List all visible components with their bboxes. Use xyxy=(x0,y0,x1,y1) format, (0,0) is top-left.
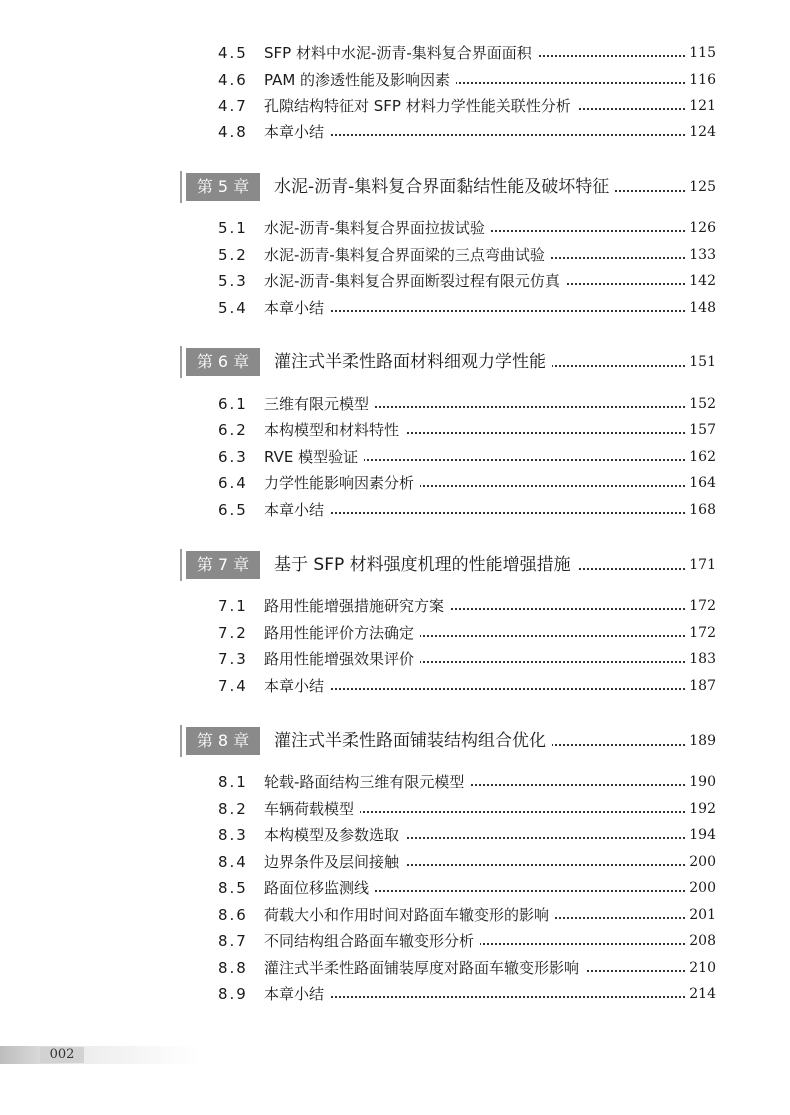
section-title: 不同结构组合路面车辙变形分析 xyxy=(264,928,480,954)
toc-entry-5-2[interactable] xyxy=(0,242,790,268)
section-number: 8.4 xyxy=(218,853,248,871)
toc-entry-8-3[interactable] xyxy=(0,822,790,848)
chapter-title: 水泥-沥青-集料复合界面黏结性能及破坏特征 xyxy=(274,171,615,203)
toc-entry-8-2[interactable] xyxy=(0,796,790,822)
toc-entry-6-1[interactable] xyxy=(0,391,790,417)
section-number: 7.4 xyxy=(218,677,248,695)
leader-dots xyxy=(300,512,692,514)
chapter-marker-bar xyxy=(180,725,182,757)
section-number: 5.4 xyxy=(218,299,248,317)
section-title: 水泥-沥青-集料复合界面梁的三点弯曲试验 xyxy=(264,242,551,268)
section-title: 荷载大小和作用时间对路面车辙变形的影响 xyxy=(264,902,555,928)
section-number: 5.3 xyxy=(218,272,248,290)
page-number: 200 xyxy=(685,849,716,875)
chapter-heading-7[interactable] xyxy=(0,549,790,581)
chapter-label: 第 8 章 xyxy=(186,727,260,755)
section-title: SFP 材料中水泥-沥青-集料复合界面面积 xyxy=(264,40,538,66)
section-number: 6.4 xyxy=(218,474,248,492)
section-number: 5.1 xyxy=(218,219,248,237)
section-title: 水泥-沥青-集料复合界面拉拔试验 xyxy=(264,215,491,241)
section-title: 水泥-沥青-集料复合界面断裂过程有限元仿真 xyxy=(264,268,566,294)
page-number: 148 xyxy=(685,295,716,321)
page-number: 151 xyxy=(685,346,716,378)
toc-entry-5-1[interactable] xyxy=(0,215,790,241)
section-number: 4.8 xyxy=(218,123,248,141)
section-title: 路用性能增强效果评价 xyxy=(264,646,420,672)
section-title: 孔隙结构特征对 SFP 材料力学性能关联性分析 xyxy=(264,93,577,119)
section-number: 7.3 xyxy=(218,650,248,668)
chapter-marker-bar xyxy=(180,171,182,203)
leader-dots xyxy=(300,310,692,312)
toc-entry-8-1[interactable] xyxy=(0,769,790,795)
toc-entry-5-4[interactable] xyxy=(0,295,790,321)
page-number: 157 xyxy=(685,417,716,443)
chapter-title: 灌注式半柔性路面材料细观力学性能 xyxy=(274,346,552,378)
section-number: 8.7 xyxy=(218,932,248,950)
toc-entry-8-9[interactable] xyxy=(0,981,790,1007)
footer-band xyxy=(0,1046,790,1064)
toc-entry-7-2[interactable] xyxy=(0,620,790,646)
section-title: 本章小结 xyxy=(264,119,330,145)
section-number: 6.5 xyxy=(218,501,248,519)
section-title: 路面位移监测线 xyxy=(264,875,375,901)
section-title: 路用性能增强措施研究方案 xyxy=(264,593,450,619)
section-title: 本章小结 xyxy=(264,295,330,321)
section-number: 8.5 xyxy=(218,879,248,897)
leader-dots xyxy=(300,134,692,136)
section-title: 本章小结 xyxy=(264,673,330,699)
section-title: RVE 模型验证 xyxy=(264,444,364,470)
section-title: 三维有限元模型 xyxy=(264,391,375,417)
page-number: 210 xyxy=(685,955,716,981)
page-number: 125 xyxy=(685,171,716,203)
page-number: 172 xyxy=(685,593,716,619)
page-number: 194 xyxy=(685,822,716,848)
toc-entry-6-3[interactable] xyxy=(0,444,790,470)
section-title: 本章小结 xyxy=(264,981,330,1007)
section-title: 本构模型及参数选取 xyxy=(264,822,405,848)
toc-entry-7-4[interactable] xyxy=(0,673,790,699)
leader-dots xyxy=(300,688,692,690)
page-number: 126 xyxy=(685,215,716,241)
section-title: 本构模型和材料特性 xyxy=(264,417,405,443)
chapter-marker-bar xyxy=(180,549,182,581)
page-number: 214 xyxy=(685,981,716,1007)
section-number: 8.6 xyxy=(218,906,248,924)
section-number: 4.7 xyxy=(218,97,248,115)
page-number: 172 xyxy=(685,620,716,646)
toc-entry-4-8[interactable] xyxy=(0,119,790,145)
page-number: 142 xyxy=(685,268,716,294)
section-title: 轮载-路面结构三维有限元模型 xyxy=(264,769,470,795)
toc-entry-8-6[interactable] xyxy=(0,902,790,928)
toc-entry-8-5[interactable] xyxy=(0,875,790,901)
page-number: 124 xyxy=(685,119,716,145)
section-number: 6.2 xyxy=(218,421,248,439)
toc-entry-4-6[interactable] xyxy=(0,67,790,93)
section-number: 7.2 xyxy=(218,624,248,642)
chapter-heading-8[interactable] xyxy=(0,725,790,757)
page-number: 121 xyxy=(685,93,716,119)
section-title: 灌注式半柔性路面铺装厚度对路面车辙变形影响 xyxy=(264,955,585,981)
chapter-marker-bar xyxy=(180,346,182,378)
chapter-title: 灌注式半柔性路面铺装结构组合优化 xyxy=(274,725,552,757)
page-number: 187 xyxy=(685,673,716,699)
section-number: 8.8 xyxy=(218,959,248,977)
chapter-heading-6[interactable] xyxy=(0,346,790,378)
section-title: 本章小结 xyxy=(264,497,330,523)
section-number: 7.1 xyxy=(218,597,248,615)
section-number: 8.1 xyxy=(218,773,248,791)
section-title: 边界条件及层间接触 xyxy=(264,849,405,875)
leader-dots xyxy=(300,996,692,998)
chapter-title: 基于 SFP 材料强度机理的性能增强措施 xyxy=(274,549,577,581)
page-number: 189 xyxy=(685,725,716,757)
section-number: 8.9 xyxy=(218,985,248,1003)
section-number: 5.2 xyxy=(218,246,248,264)
section-number: 8.2 xyxy=(218,800,248,818)
page-number: 201 xyxy=(685,902,716,928)
page-number: 208 xyxy=(685,928,716,954)
toc-entry-8-8[interactable] xyxy=(0,955,790,981)
section-number: 4.6 xyxy=(218,71,248,89)
chapter-label: 第 6 章 xyxy=(186,348,260,376)
toc-entry-6-2[interactable] xyxy=(0,417,790,443)
toc-entry-8-4[interactable] xyxy=(0,849,790,875)
section-number: 6.1 xyxy=(218,395,248,413)
toc-entry-6-4[interactable] xyxy=(0,470,790,496)
toc-entry-8-7[interactable] xyxy=(0,928,790,954)
chapter-label: 第 5 章 xyxy=(186,173,260,201)
chapter-heading-5[interactable] xyxy=(0,171,790,203)
section-number: 4.5 xyxy=(218,44,248,62)
page-number: 152 xyxy=(685,391,716,417)
page-number: 116 xyxy=(685,67,716,93)
section-number: 6.3 xyxy=(218,448,248,466)
toc-entry-6-5[interactable] xyxy=(0,497,790,523)
page-number: 168 xyxy=(685,497,716,523)
section-title: 车辆荷载模型 xyxy=(264,796,360,822)
folio-page-number: 002 xyxy=(40,1047,84,1063)
toc-entry-7-1[interactable] xyxy=(0,593,790,619)
toc-entry-7-3[interactable] xyxy=(0,646,790,672)
toc-entry-4-5[interactable] xyxy=(0,40,790,66)
toc-entry-4-7[interactable] xyxy=(0,93,790,119)
section-title: 路用性能评价方法确定 xyxy=(264,620,420,646)
section-title: 力学性能影响因素分析 xyxy=(264,470,420,496)
section-title: PAM 的渗透性能及影响因素 xyxy=(264,67,456,93)
toc-entry-5-3[interactable] xyxy=(0,268,790,294)
page-number: 190 xyxy=(685,769,716,795)
page-number: 164 xyxy=(685,470,716,496)
page-number: 162 xyxy=(685,444,716,470)
section-number: 8.3 xyxy=(218,826,248,844)
chapter-label: 第 7 章 xyxy=(186,551,260,579)
page-number: 115 xyxy=(685,40,716,66)
page-number: 171 xyxy=(685,549,716,581)
page-number: 200 xyxy=(685,875,716,901)
page-number: 192 xyxy=(685,796,716,822)
page-number: 133 xyxy=(685,242,716,268)
page-number: 183 xyxy=(685,646,716,672)
